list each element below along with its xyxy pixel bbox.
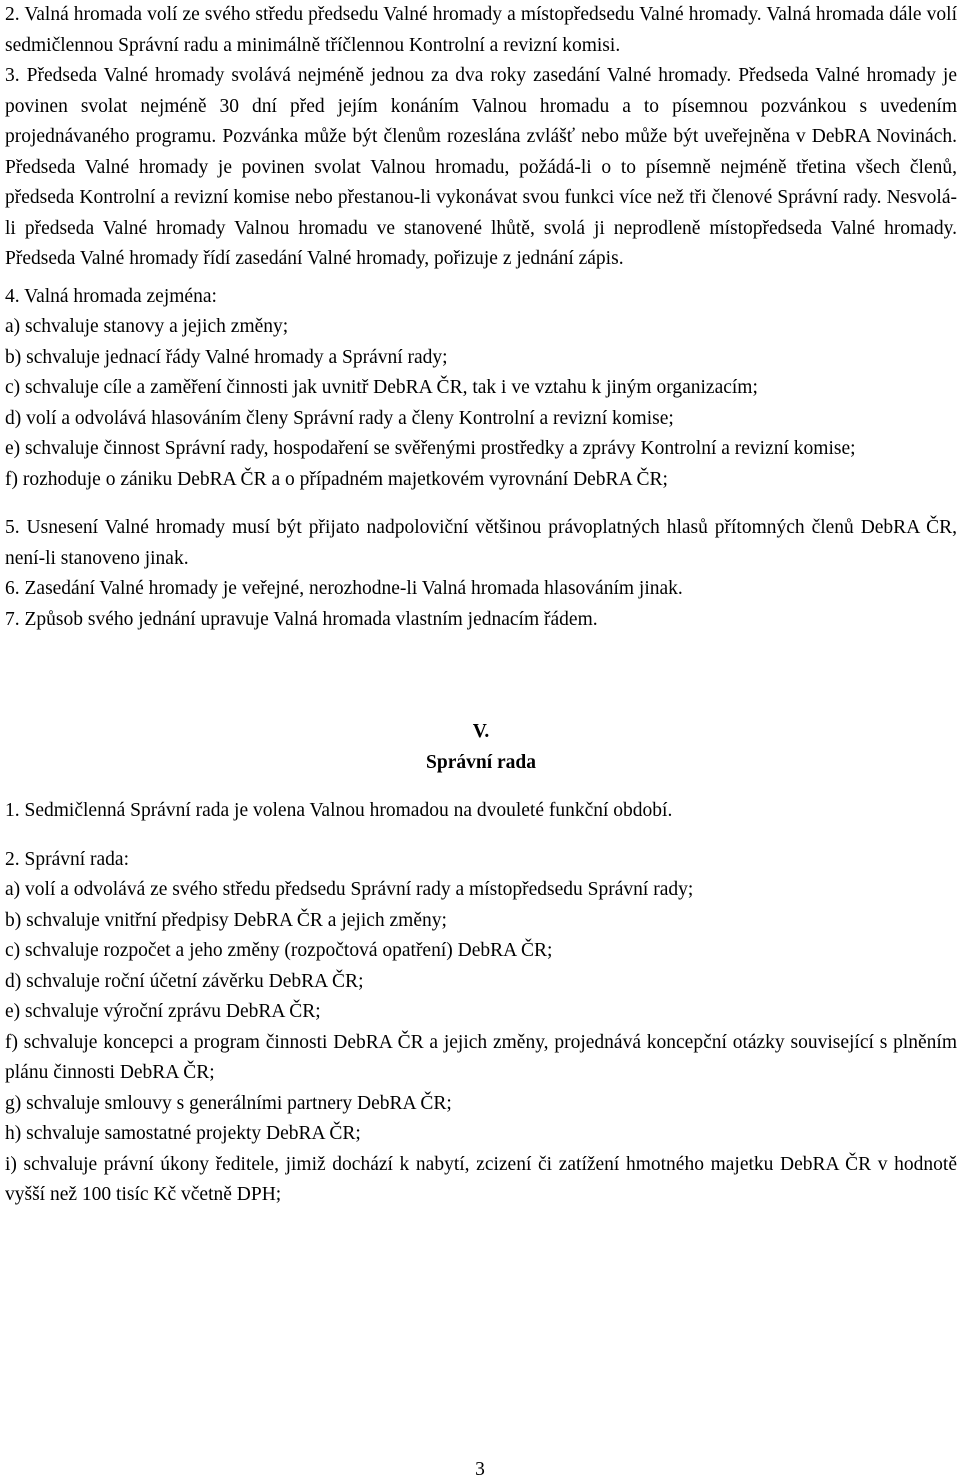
list-item: e) schvaluje činnost Správní rady, hospodaření se svěřenými prostředky a zprávy Kontrolní a revizní komise; [5,438,856,459]
page-number: 3 [475,1459,485,1480]
list-item: i) schvaluje právní úkony ředitele, jimiž dochází k nabytí, zcizení či zatížení hmotného majetku DebRA ČR v hodnotě vyšší než 100 tisíc Kč včetně DPH; [5,1153,957,1205]
list-item: c) schvaluje cíle a zaměření činnosti jak uvnitř DebRA ČR, tak i ve vztahu k jiným organizacím; [5,377,758,398]
spacer [5,275,957,282]
spacer [5,827,957,845]
spravni-rada-paragraph-1: 1. Sedmičlenná Správní rada je volena Valnou hromadou na dvouleté funkční období. [5,800,673,821]
document-page [5,0,957,1211]
list-item: b) schvaluje vnitřní předpisy DebRA ČR a jejich změny; [5,909,447,931]
list-item: a) volí a odvolává ze svého středu předsedu Správní rady a místopředsedu Správní rady; [5,879,694,900]
list-item: a) schvaluje stanovy a jejich změny; [5,316,289,337]
list-item: g) schvaluje smlouvy s generálními partnery DebRA ČR; [5,1092,452,1114]
list-item: f) schvaluje koncepci a program činnosti DebRA ČR a jejich změny, projednává koncepční otázky související s plněním plánu činnosti DebRA ČR; [5,1031,957,1083]
list-item: d) volí a odvolává hlasováním členy Správní rady a členy Kontrolní a revizní komise; [5,407,674,429]
spacer [5,495,957,513]
paragraph-5: 5. Usnesení Valné hromady musí být přijato nadpoloviční většinou právoplatných hlasů přítomných členů DebRA ČR, není-li stanoveno jinak. [5,517,957,569]
list-item: c) schvaluje rozpočet a jeho změny (rozpočtová opatření) DebRA ČR; [5,940,553,961]
list-item: e) schvaluje výroční zprávu DebRA ČR; [5,1001,321,1022]
paragraph-2: 2. Valná hromada volí ze svého středu předsedu Valné hromady a místopředsedu Valné hromady. Valná hromada dále volí sedmičlennou Správní radu a minimálně tříčlennou Kontrolní a revizní komisi. [5,4,957,56]
section-number: V. [472,721,490,742]
spacer [5,778,957,796]
paragraph-7: 7. Způsob svého jednání upravuje Valná hromada vlastním jednacím řádem. [5,608,598,630]
spacer [5,635,957,717]
list-item: h) schvaluje samostatné projekty DebRA ČR; [5,1123,361,1144]
list-item: f) rozhoduje o zániku DebRA ČR a o případném majetkovém vyrovnání DebRA ČR; [5,468,668,490]
spravni-rada-paragraph-2-intro: 2. Správní rada: [5,848,130,870]
paragraph-6: 6. Zasedání Valné hromady je veřejné, nerozhodne-li Valná hromada hlasováním jinak. [5,578,683,599]
list-item: b) schvaluje jednací řády Valné hromady a Správní rady; [5,346,448,368]
paragraph-4-intro: 4. Valná hromada zejména: [5,285,217,307]
list-item: d) schvaluje roční účetní závěrku DebRA ČR; [5,970,364,992]
section-title: Správní rada [426,751,536,773]
paragraph-3: 3. Předseda Valné hromady svolává nejméně jednou za dva roky zasedání Valné hromady. Předseda Valné hromady je povinen svolat nejméně 30 dní před jejím konáním Valnou hromadu a to písemnou pozvánkou s uvedením projednávaného programu. Pozvánka může být členům rozeslána zvlášť nebo může být uveřejněna v DebRA Novinách. Předseda Valné hromady je povinen svolat Valnou hromadu, požádá-li o to písemně nejméně třetina všech členů, předseda Kontrolní a revizní komise nebo přestanou-li vykonávat svou funkci více než tři členové Správní rady. Nesvolá-li předseda Valné hromady Valnou hromadu ve stanovené lhůtě, svolá ji neprodleně místopředseda Valné hromady. Předseda Valné hromady řídí zasedání Valné hromady, pořizuje z jednání zápis. [5,65,957,269]
